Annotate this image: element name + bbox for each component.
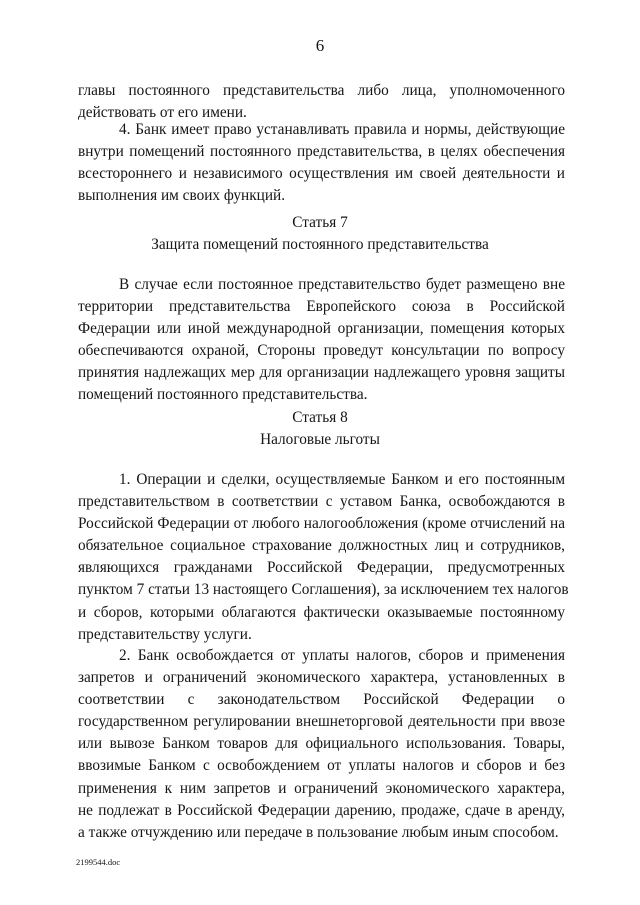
document-filename: 2199544.doc bbox=[76, 857, 121, 867]
text-line: представительству услуги. bbox=[78, 625, 252, 643]
text-line: всестороннего и независимого осуществления им своей деятельности и bbox=[78, 165, 565, 183]
paragraph-4 bbox=[78, 119, 565, 207]
continuation-paragraph bbox=[78, 80, 565, 124]
text-line: выполнения им своих функций. bbox=[78, 187, 286, 205]
text-line: и сборов, которыми облагаются фактически оказываемые постоянному bbox=[78, 603, 565, 621]
text-line: Федерации или иной международной организации, помещения которых bbox=[78, 320, 565, 338]
text-line: территории представительства Европейского союза в Российской bbox=[78, 298, 565, 316]
text-line: В случае если постоянное представительство будет размещено вне bbox=[119, 276, 565, 293]
article-7-subtitle: Защита помещений постоянного представительства bbox=[151, 236, 489, 253]
text-line: не подлежат в Российской Федерации дарению, продаже, сдаче в аренду, bbox=[78, 801, 565, 819]
text-line: ввозимые Банком с освобождением от уплаты налогов и сборов и без bbox=[78, 757, 565, 775]
article-8-title: Статья 8 bbox=[292, 409, 348, 426]
text-line: являющихся гражданами Российской Федерации, предусмотренных bbox=[78, 559, 565, 577]
text-line: соответствии с законодательством Российской Федерации о bbox=[78, 691, 565, 709]
text-line: принятия надлежащих мер для организации надлежащего уровня защиты bbox=[78, 364, 565, 382]
text-line: государственном регулировании внешнеторговой деятельности при ввозе bbox=[78, 713, 565, 731]
article-8-paragraph-2 bbox=[78, 645, 565, 844]
text-line: 1. Операции и сделки, осуществляемые Банком и его постоянным bbox=[119, 471, 565, 488]
text-line: 2. Банк освобождается от уплаты налогов, сборов и применения bbox=[119, 647, 565, 664]
text-line: применения к ним запретов и ограничений экономического характера, bbox=[78, 779, 565, 797]
text-line: Российской Федерации от любого налогообложения (кроме отчислений на bbox=[78, 515, 565, 533]
text-line: действовать от его имени. bbox=[78, 104, 247, 122]
text-line: представительством в соответствии с уставом Банка, освобождаются в bbox=[78, 493, 565, 511]
text-line: а также отчуждению или передаче в пользование любым иным способом. bbox=[78, 823, 559, 841]
text-line: обеспечиваются охраной, Стороны проведут консультации по вопросу bbox=[78, 342, 565, 360]
text-line: внутри помещений постоянного представительства, в целях обеспечения bbox=[78, 143, 565, 161]
article-7-title: Статья 7 bbox=[292, 214, 348, 231]
text-line: 4. Банк имеет право устанавливать правила и нормы, действующие bbox=[119, 121, 565, 138]
article-7-body bbox=[78, 274, 565, 407]
text-line: пунктом 7 статьи 13 настоящего Соглашения), за исключением тех налогов bbox=[78, 581, 569, 599]
text-line: запретов и ограничений экономического характера, установленных в bbox=[78, 669, 565, 687]
page-number: 6 bbox=[315, 36, 325, 55]
article-8-subtitle: Налоговые льготы bbox=[260, 431, 380, 448]
article-8-paragraph-1 bbox=[78, 469, 569, 646]
text-line: обязательное социальное страхование должностных лиц и сотрудников, bbox=[78, 537, 565, 555]
text-line: помещений постоянного представительства. bbox=[78, 386, 368, 404]
text-line: или вывозе Банком товаров для официального использования. Товары, bbox=[78, 735, 565, 753]
text-line: главы постоянного представительства либо лица, уполномоченного bbox=[78, 82, 565, 99]
